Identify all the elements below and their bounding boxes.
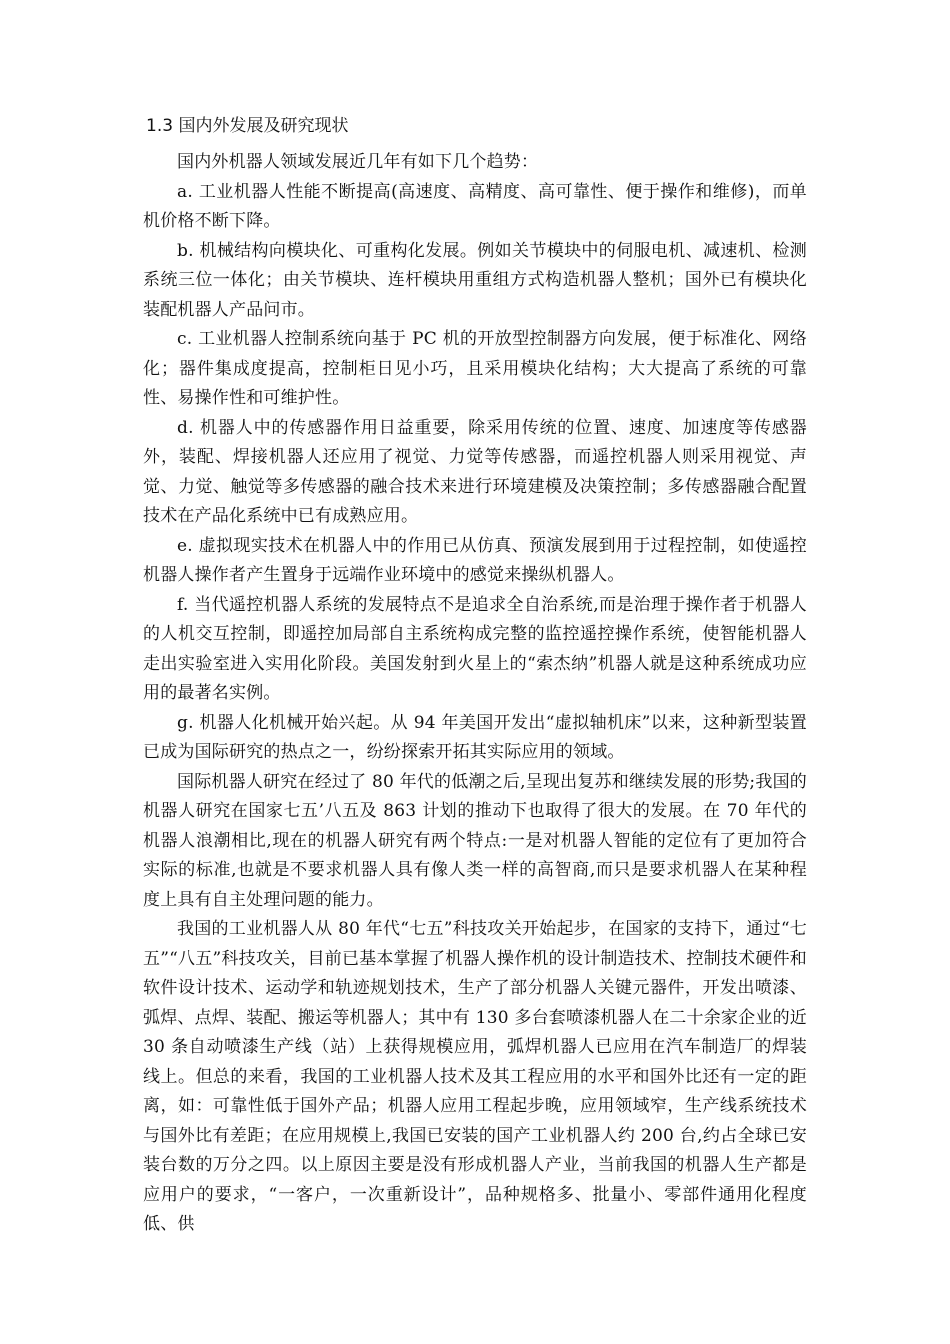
paragraph-trend-c: c. 工业机器人控制系统向基于 PC 机的开放型控制器方向发展，便于标准化、网络化；器件集成度提高，控制柜日见小巧，且采用模块化结构；大大提高了系统的可靠性、易操作性和可维护性。 [143, 329, 807, 408]
paragraph-international: 国际机器人研究在经过了 80 年代的低潮之后,呈现出复苏和继续发展的形势;我国的机器人研究在国家七五’八五及 863 计划的推动下也取得了很大的发展。在 70 年代的机器人浪潮相比,现在的机器人研究有两个特点:一是对机器人智能的定位有了更加符合实际的标准,也就是不要求机器人具有像人类一样的高智商,而只是要求机器人在某种程度上具有自主处理问题的能力。 [143, 771, 807, 910]
paragraph-trend-g: g. 机器人化机械开始兴起。从 94 年美国开发出“虚拟轴机床”以来，这种新型装置已成为国际研究的热点之一，纷纷探索开拓其实际应用的领域。 [143, 712, 807, 762]
section-heading: 1.3 国内外发展及研究现状 [146, 116, 349, 136]
body-text [143, 148, 807, 1240]
paragraph-trend-e: e. 虚拟现实技术在机器人中的作用已从仿真、预演发展到用于过程控制，如使遥控机器人操作者产生置身于远端作业环境中的感觉来操纵机器人。 [143, 535, 807, 585]
paragraph-trend-f: f. 当代遥控机器人系统的发展特点不是追求全自治系统,而是治理于操作者于机器人的人机交互控制，即遥控加局部自主系统构成完整的监控遥控操作系统，使智能机器人走出实验室进入实用化阶段。美国发射到火星上的“索杰纳”机器人就是这种系统成功应用的最著名实例。 [143, 594, 807, 703]
paragraph-trend-d: d. 机器人中的传感器作用日益重要，除采用传统的位置、速度、加速度等传感器外，装配、焊接机器人还应用了视觉、力觉等传感器，而遥控机器人则采用视觉、声觉、力觉、触觉等多传感器的融合技术来进行环境建模及决策控制；多传感器融合配置技术在产品化系统中已有成熟应用。 [143, 417, 807, 526]
paragraph-trend-a: a. 工业机器人性能不断提高(高速度、高精度、高可靠性、便于操作和维修)，而单机价格不断下降。 [143, 181, 807, 231]
paragraph-trend-b: b. 机械结构向模块化、可重构化发展。例如关节模块中的伺服电机、减速机、检测系统三位一体化；由关节模块、连杆模块用重组方式构造机器人整机；国外已有模块化装配机器人产品问市。 [143, 240, 807, 320]
paragraph-intro: 国内外机器人领域发展近几年有如下几个趋势： [177, 152, 539, 172]
paragraph-china: 我国的工业机器人从 80 年代“七五”科技攻关开始起步，在国家的支持下，通过“七五”“八五”科技攻关，目前已基本掌握了机器人操作机的设计制造技术、控制技术硬件和软件设计技术、运动学和轨迹规划技术，生产了部分机器人关键元器件，开发出喷漆、弧焊、点焊、装配、搬运等机器人；其中有 130 多台套喷漆机器人在二十余家企业的近 30 条自动喷漆生产线（站）上获得规模应用，弧焊机器人已应用在汽车制造厂的焊装线上。但总的来看，我国的工业机器人技术及其工程应用的水平和国外比还有一定的距离，如：可靠性低于国外产品；机器人应用工程起步晚，应用领域窄，生产线系统技术与国外比有差距；在应用规模上,我国已安装的国产工业机器人约 200 台,约占全球已安装台数的万分之四。以上原因主要是没有形成机器人产业，当前我国的机器人生产都是应用户的要求，“一客户，一次重新设计”，品种规格多、批量小、零部件通用化程度低、供 [143, 919, 807, 1234]
